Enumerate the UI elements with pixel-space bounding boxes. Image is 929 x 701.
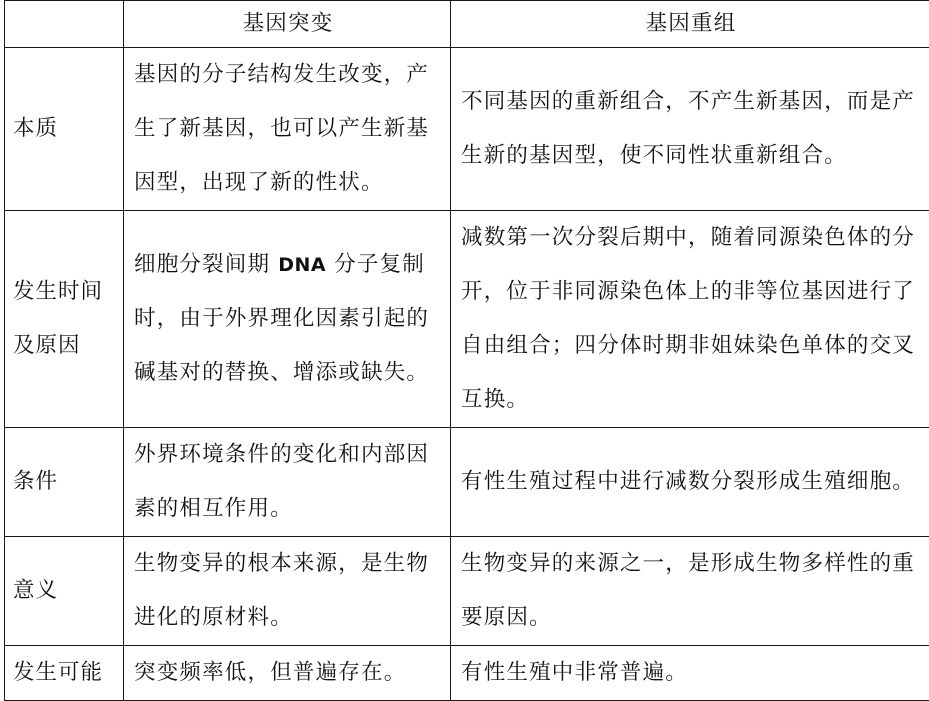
table-header-row [5,1,929,48]
cell-recombination-nature: 不同基因的重新组合，不产生新基因，而是产生新的基因型，使不同性状重新组合。 [451,48,929,211]
cell-recombination-significance: 生物变异的来源之一，是形成生物多样性的重要原因。 [451,537,929,646]
mutation-time-text-post: 分子复制时，由于外界理化因素引起的碱基对的替换、增添或缺失。 [134,252,429,385]
dna-term: DNA [278,254,326,276]
mutation-time-text-pre: 细胞分裂间期 [134,252,278,277]
table-row [5,48,929,211]
cell-recombination-possibility: 有性生殖中非常普遍。 [451,646,929,701]
cell-mutation-possibility: 突变频率低，但普遍存在。 [124,646,451,701]
table-row [5,646,929,701]
row-label-nature: 本质 [5,48,124,211]
table-row [5,428,929,537]
table-row [5,537,929,646]
cell-recombination-condition: 有性生殖过程中进行减数分裂形成生殖细胞。 [451,428,929,537]
cell-mutation-time-cause [124,211,451,428]
cell-recombination-time-cause: 减数第一次分裂后期中，随着同源染色体的分开，位于非同源染色体上的非等位基因进行了自由组合；四分体时期非姐妹染色单体的交叉互换。 [451,211,929,428]
cell-mutation-nature: 基因的分子结构发生改变，产生了新基因，也可以产生新基因型，出现了新的性状。 [124,48,451,211]
comparison-table [4,0,929,701]
cell-mutation-condition: 外界环境条件的变化和内部因素的相互作用。 [124,428,451,537]
header-gene-mutation: 基因突变 [124,1,451,48]
row-label-possibility: 发生可能 [5,646,124,701]
row-label-significance: 意义 [5,537,124,646]
table-row [5,211,929,428]
row-label-condition: 条件 [5,428,124,537]
cell-mutation-significance: 生物变异的根本来源，是生物进化的原材料。 [124,537,451,646]
header-gene-recombination: 基因重组 [451,1,929,48]
header-corner [5,1,124,48]
row-label-time-cause: 发生时间及原因 [5,211,124,428]
